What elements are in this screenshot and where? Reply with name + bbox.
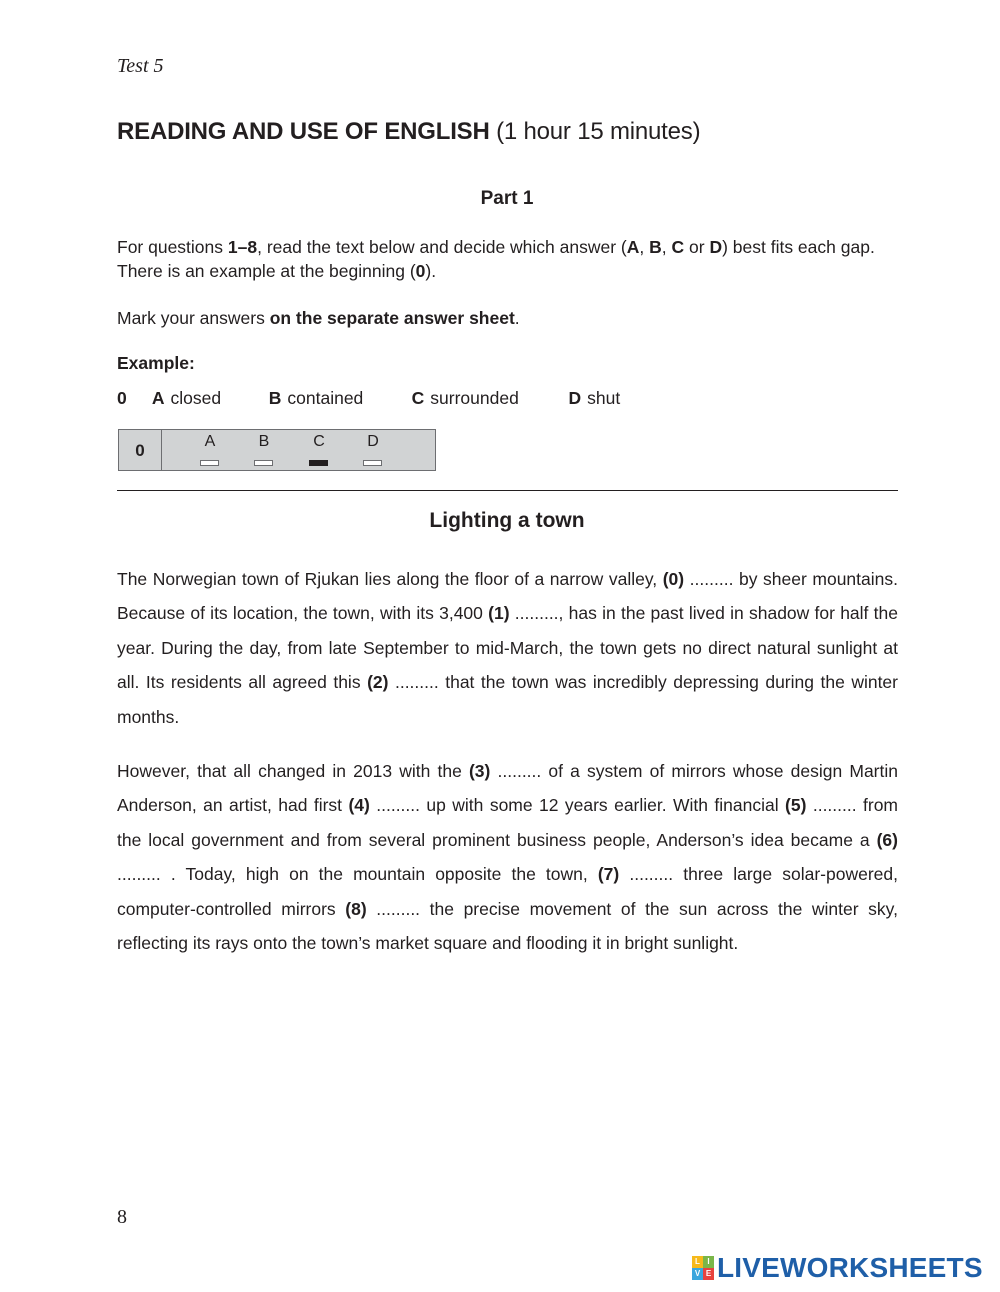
instr-answer-sheet-emphasis: on the separate answer sheet (269, 308, 515, 328)
logo-tile-letter: V (692, 1268, 703, 1280)
example-label: Example: (117, 353, 195, 373)
paper-title (117, 118, 700, 146)
answer-grid-question-number: 0 (119, 430, 162, 470)
passage-text: ......... that the town was incredibly depressing during the winter months. (117, 672, 898, 727)
paper-title-main: READING AND USE OF ENGLISH (117, 118, 490, 145)
logo-tile-letter: L (692, 1256, 703, 1268)
passage-text: ......... of a system of mirrors whose design Martin Anderson, an artist, had first (117, 761, 898, 816)
gap-number-2: (2) (367, 672, 389, 693)
passage-paragraph-1 (117, 562, 898, 734)
example-option-d (569, 388, 621, 409)
example-answer-grid (118, 429, 436, 471)
liveworksheets-logo-icon (692, 1256, 714, 1280)
passage-text: ......... up with some 12 years earlier. With financial (369, 795, 786, 816)
example-option-a (152, 388, 264, 409)
option-text: contained (287, 388, 364, 408)
answer-box-d[interactable] (363, 460, 382, 466)
passage-text: ........., has in the past lived in shadow for half the year. During the day, from late September to mid-March, the town gets no direct natural sunlight at all. Its residents all agreed this (117, 603, 898, 693)
passage-text: However, that all changed in 2013 with the (117, 761, 469, 781)
gap-number-6: (6) (876, 829, 898, 850)
instr-text: or (684, 237, 710, 257)
example-options (117, 388, 620, 409)
liveworksheets-wordmark: LIVEWORKSHEETS (717, 1252, 983, 1283)
passage-text: ......... three large solar-powered, computer-controlled mirrors (117, 864, 898, 919)
gap-number-3: (3) (468, 761, 491, 781)
passage-text: ......... from the local government and from several prominent business people, Anderson’s idea became a (117, 795, 899, 850)
gap-number-5: (5) (785, 795, 807, 816)
instr-text: , (661, 237, 672, 257)
part-heading: Part 1 (480, 188, 534, 209)
option-letter: C (411, 388, 425, 408)
instr-letter-c: C (671, 237, 685, 257)
option-text: shut (587, 388, 621, 408)
gap-number-0: (0) (662, 569, 685, 589)
example-number: 0 (117, 388, 127, 408)
running-head: Test 5 (117, 55, 164, 77)
liveworksheets-brand[interactable] (692, 1253, 983, 1283)
passage-text: ......... by sheer mountains. Because of its location, the town, with its 3,400 (117, 569, 898, 624)
answer-grid-column-b: B (258, 433, 270, 450)
option-letter: A (151, 388, 165, 408)
page-number: 8 (117, 1206, 127, 1228)
instr-letter-b: B (649, 237, 662, 257)
example-option-b (269, 388, 407, 409)
gap-number-7: (7) (597, 864, 620, 885)
option-letter: D (568, 388, 582, 408)
instructions-questions (117, 235, 899, 283)
instructions-answer-sheet (117, 306, 899, 330)
answer-grid-column-a: A (204, 433, 216, 450)
answer-box-c[interactable] (309, 460, 328, 466)
passage-text: ......... . Today, high on the mountain opposite the town, (117, 864, 598, 885)
passage-text: The Norwegian town of Rjukan lies along the floor of a narrow valley, (117, 569, 663, 589)
instr-text: ) best fits each gap. There is an example at the beginning ( (117, 237, 875, 281)
answer-box-a[interactable] (200, 460, 219, 466)
logo-tile-letter: E (703, 1268, 714, 1280)
passage-text: ......... the precise movement of the sun across the winter sky, reflecting its rays onto the town’s market square and flooding it in bright sunlight. (117, 898, 899, 954)
answer-box-b[interactable] (254, 460, 273, 466)
example-option-c (412, 388, 564, 409)
instr-text: For questions (117, 237, 228, 257)
instr-letter-a: A (626, 237, 640, 257)
text-title: Lighting a town (429, 509, 585, 532)
option-text: closed (170, 388, 222, 408)
option-text: surrounded (430, 388, 519, 408)
instr-example-number: 0 (415, 261, 426, 281)
instr-text: Mark your answers (117, 308, 270, 328)
answer-grid-column-d: D (367, 433, 379, 450)
instr-text: . (514, 308, 520, 328)
gap-number-4: (4) (348, 795, 370, 816)
instr-question-range: 1–8 (227, 237, 258, 257)
option-letter: B (268, 388, 282, 408)
instr-letter-d: D (709, 237, 723, 257)
logo-tile-letter: I (703, 1256, 714, 1268)
paper-duration: (1 hour 15 minutes) (496, 118, 701, 145)
answer-grid-column-c: C (313, 433, 325, 450)
instr-text: ). (425, 261, 437, 281)
instr-text: , (639, 237, 650, 257)
section-divider (117, 490, 898, 491)
instr-text: , read the text below and decide which answer ( (257, 237, 627, 257)
gap-number-8: (8) (345, 898, 367, 919)
gap-number-1: (1) (488, 603, 510, 624)
passage-paragraph-2 (117, 754, 898, 960)
